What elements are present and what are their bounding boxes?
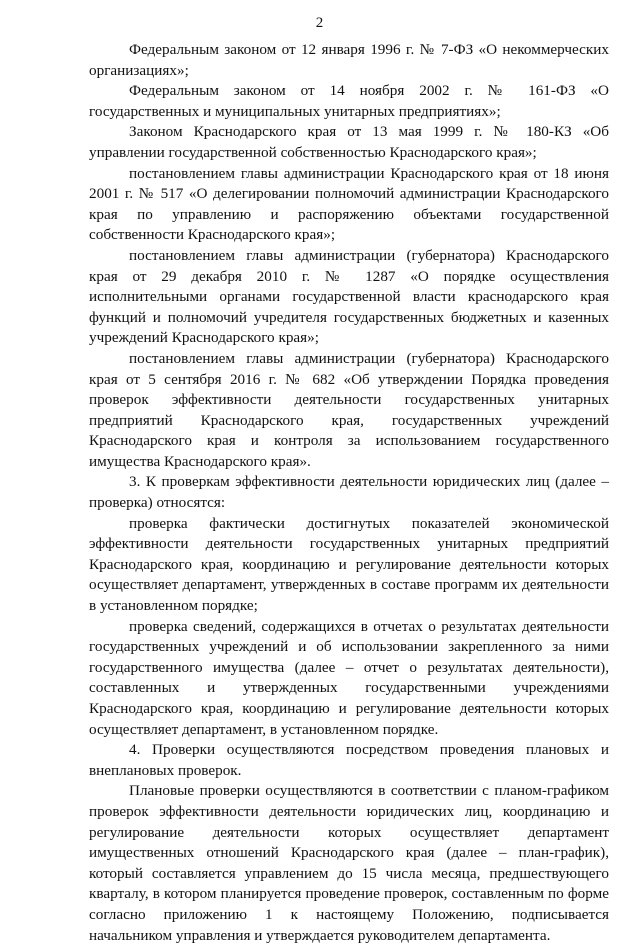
paragraph-resolution-1287: постановлением главы администрации (губернатора) Краснодарского края от 29 декабря 2010 г. № 1287 «О порядке осуществления исполнительными органами государственной власти краснодарского края функций и полномочий учредителя государственных бюджетных и казенных учреждений Краснодарского края»;: [89, 246, 609, 347]
paragraph-law-161fz: Федеральным законом от 14 ноября 2002 г. № 161-ФЗ «О государственных и муниципальных унитарных предприятиях»;: [89, 82, 609, 120]
paragraph-law-7fz: Федеральным законом от 12 января 1996 г. № 7-ФЗ «О некоммерческих организациях»;: [89, 41, 609, 79]
paragraph-section-3: 3. К проверкам эффективности деятельности юридических лиц (далее – проверка) относятся:: [89, 473, 609, 512]
paragraph-planned-checks: Плановые проверки осуществляются в соответствии с планом-графиком проверок эффективности деятельности юридических лиц, координацию и регулирование деятельности которых осуществляет департамент имущественных отношений Краснодарского края (далее – план-график), который составляется управлением до 15 числа месяца, предшествующего кварталу, в котором планируется проведение проверок, составленным по форме согласно приложению 1 к настоящему Положению, подписывается начальником управления и утверждается руководителем департамента.: [89, 782, 609, 944]
document-body: [89, 40, 609, 946]
paragraph-resolution-682: постановлением главы администрации (губернатора) Краснодарского края от 5 сентября 2016 г. № 682 «Об утверждении Порядка проведения проверок эффективности деятельности государственных унитарных предприятий Краснодарского края, государственных учреждений Краснодарского края и контроля за использованием государственного имущества Краснодарского края».: [89, 349, 609, 470]
paragraph-check-indicators: проверка фактически достигнутых показателей экономической эффективности деятельности государственных унитарных предприятий Краснодарского края, координацию и регулирование деятельности которых осуществляет департамент, утвержденных в составе программ их деятельности в установленном порядке;: [89, 514, 609, 615]
paragraph-law-180kz: Законом Краснодарского края от 13 мая 1999 г. № 180-КЗ «Об управлении государственной собственностью Краснодарского края»;: [89, 123, 609, 161]
page-number: 2: [315, 15, 324, 31]
paragraph-resolution-517: постановлением главы администрации Краснодарского края от 18 июня 2001 г. № 517 «О делегировании полномочий администрации Краснодарского края по управлению и распоряжению объектами государственной собственности Краснодарского края»;: [89, 164, 609, 244]
paragraph-check-reports: проверка сведений, содержащихся в отчетах о результатах деятельности государственных учреждений и об использовании закрепленного за ними государственного имущества (далее – отчет о результатах деятельности), составленных и утвержденных государственными учреждениями Краснодарского края, координацию и регулирование деятельности которых осуществляет департамент, в установленном порядке.: [89, 617, 609, 738]
paragraph-section-4: 4. Проверки осуществляются посредством проведения плановых и внеплановых проверок.: [89, 741, 609, 779]
